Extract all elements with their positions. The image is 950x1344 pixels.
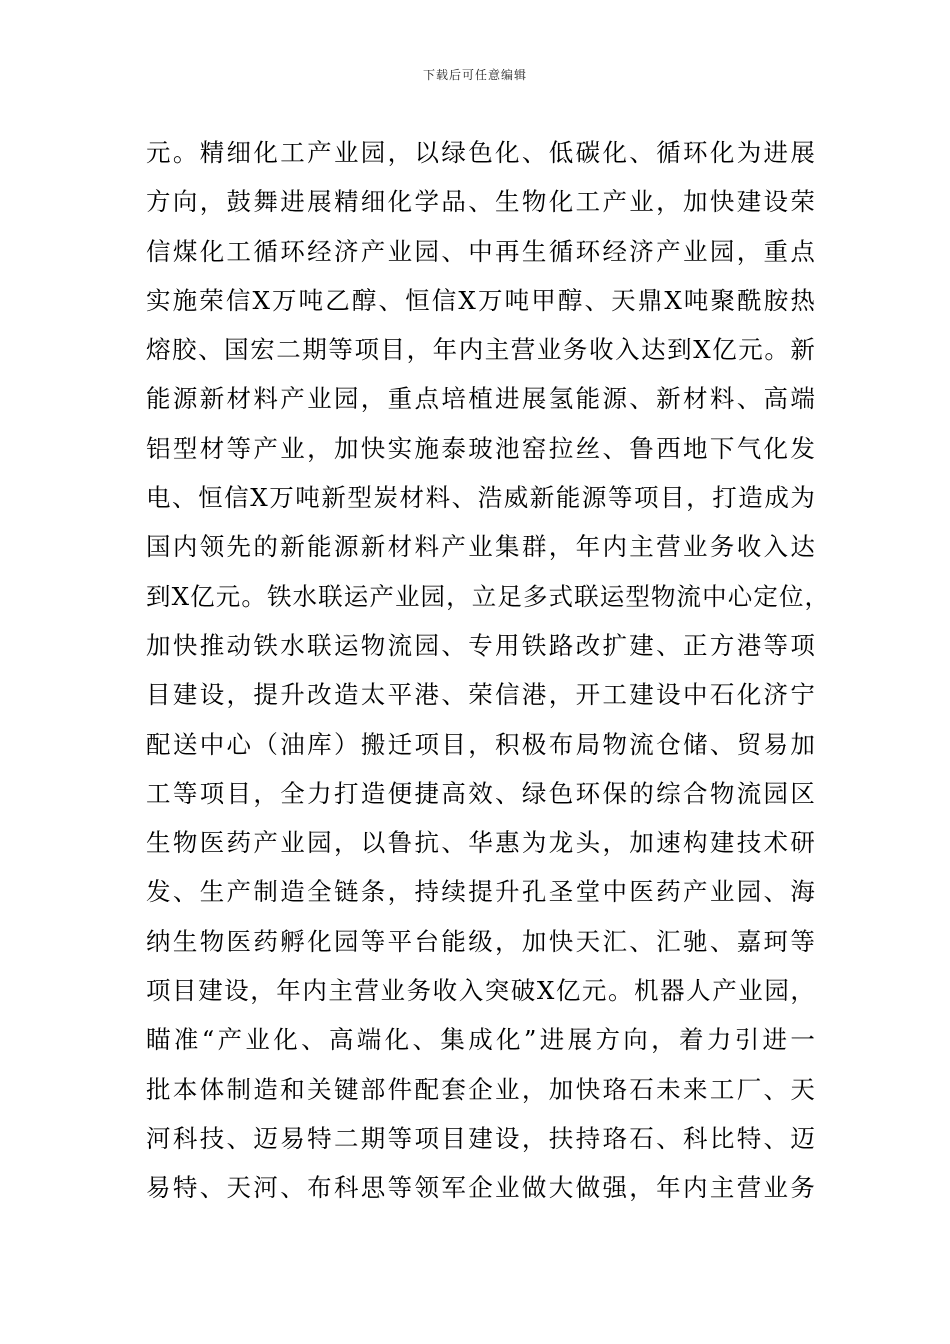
text-line-16: 发、生产制造全链条，持续提升孔圣堂中医药产业园、海 <box>146 877 816 907</box>
page-header: 下载后可任意编辑 <box>422 68 527 82</box>
text-line-19: 瞄准“产业化、高端化、集成化”进展方向，着力引进一 <box>146 1025 816 1055</box>
text-line-2: 方向，鼓舞进展精细化学品、生物化工产业，加快建设荣 <box>146 187 816 217</box>
text-line-7: 铝型材等产业，加快实施泰玻池窑拉丝、鲁西地下气化发 <box>146 433 816 463</box>
text-line-22: 易特、天河、布科思等领军企业做大做强，年内主营业务 <box>146 1173 816 1203</box>
text-line-1: 元。精细化工产业园，以绿色化、低碳化、循环化为进展 <box>146 138 816 167</box>
text-line-11: 加快推动铁水联运物流园、专用铁路改扩建、正方港等项 <box>146 630 816 660</box>
text-line-6: 能源新材料产业园，重点培植进展氢能源、新材料、高端 <box>146 384 816 414</box>
text-line-15: 生物医药产业园，以鲁抗、华惠为龙头，加速构建技术研 <box>146 828 816 858</box>
text-line-9: 国内领先的新能源新材料产业集群，年内主营业务收入达 <box>146 532 816 562</box>
text-line-12: 目建设，提升改造太平港、荣信港，开工建设中石化济宁 <box>146 680 816 710</box>
text-line-20: 批本体制造和关键部件配套企业，加快珞石未来工厂、天 <box>146 1074 816 1104</box>
text-line-17: 纳生物医药孵化园等平台能级，加快天汇、汇驰、嘉珂等 <box>146 926 816 956</box>
text-line-3: 信煤化工循环经济产业园、中再生循环经济产业园，重点 <box>146 236 816 266</box>
document-body <box>146 128 831 1213</box>
text-line-4: 实施荣信X万吨乙醇、恒信X万吨甲醇、天鼎X吨聚酰胺热 <box>146 285 816 315</box>
text-line-5: 熔胶、国宏二期等项目，年内主营业务收入达到X亿元。新 <box>146 335 816 365</box>
text-line-13: 配送中心（油库）搬迁项目，积极布局物流仓储、贸易加 <box>146 729 816 759</box>
text-line-21: 河科技、迈易特二期等项目建设，扶持珞石、科比特、迈 <box>146 1123 816 1153</box>
text-line-10: 到X亿元。铁水联运产业园，立足多式联运型物流中心定位， <box>146 581 831 611</box>
text-line-14: 工等项目，全力打造便捷高效、绿色环保的综合物流园区 <box>146 778 816 808</box>
text-line-8: 电、恒信X万吨新型炭材料、浩威新能源等项目，打造成为 <box>146 483 816 513</box>
text-line-18: 项目建设，年内主营业务收入突破X亿元。机器人产业园， <box>146 976 816 1006</box>
